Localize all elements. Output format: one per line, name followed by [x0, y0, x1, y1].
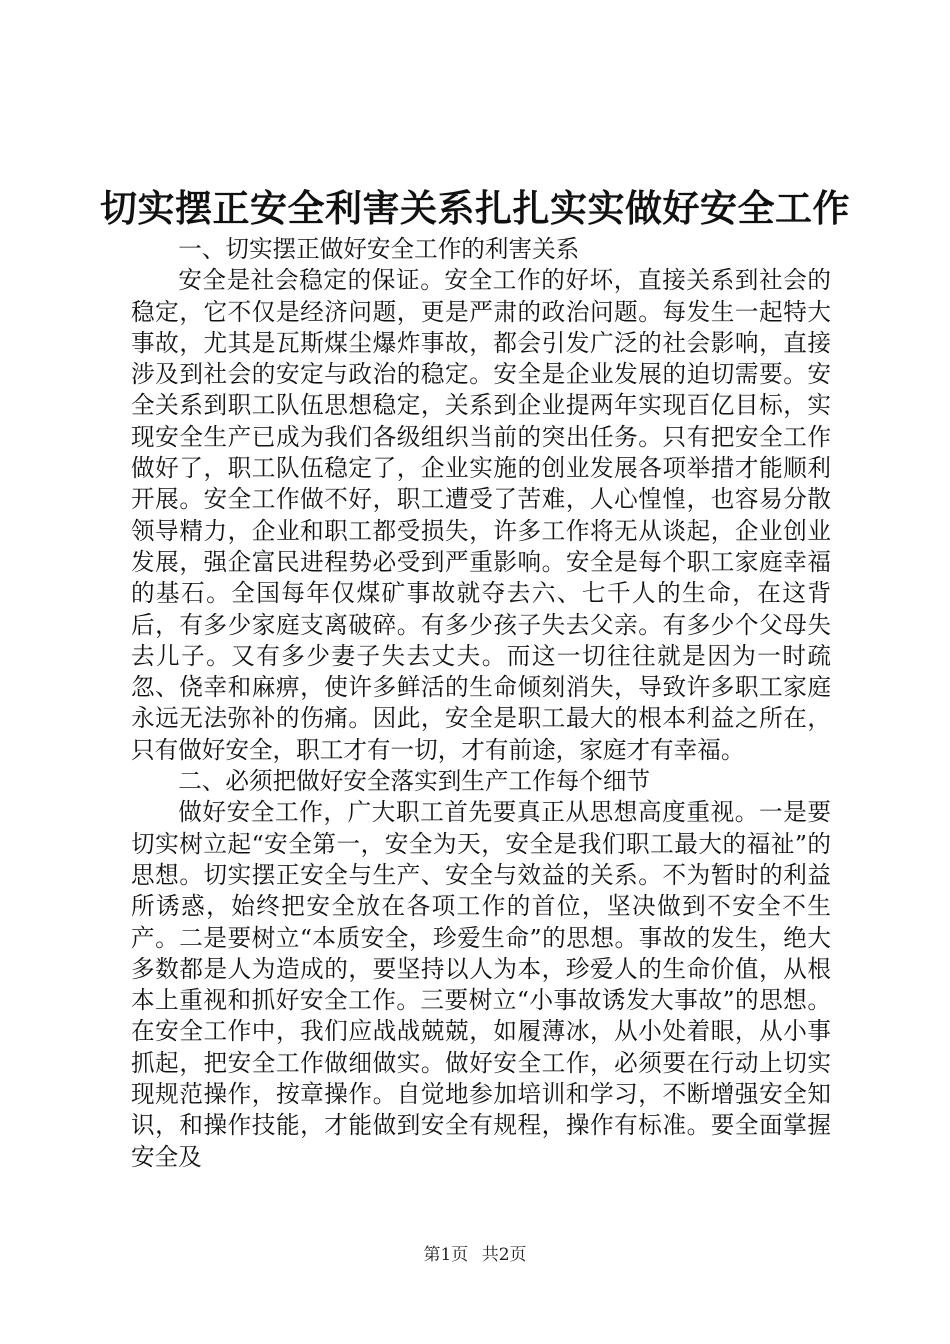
page-number-current: 第1页 [423, 1245, 469, 1265]
section-paragraph-2: 做好安全工作，广大职工首先要真正从思想高度重视。一是要切实树立起“安全第一，安全为天，安全是我们职工最大的福祉”的思想。切实摆正安全与生产、安全与效益的关系。不为暂时的利益所诱惑，始终把安全放在各项工作的首位，坚决做到不安全不生产。二是要树立“本质安全，珍爱生命”的思想。事故的发生，绝大多数都是人为造成的，要坚持以人为本，珍爱人的生命价值，从根本上重视和抓好安全工作。三要树立“小事故诱发大事故”的思想。在安全工作中，我们应战战兢兢，如履薄冰，从小处着眼，从小事抓起，把安全工作做细做实。做好安全工作，必须要在行动上切实现规范操作，按章操作。自觉地参加培训和学习，不断增强安全知识，和操作技能，才能做到安全有规程，操作有标准。要全面掌握安全及 [131, 798, 831, 1171]
section-heading-2: 二、必须把做好安全落实到生产工作每个细节 [178, 767, 651, 796]
section-paragraph-1: 安全是社会稳定的保证。安全工作的好坏，直接关系到社会的稳定，它不仅是经济问题，更是严肃的政治问题。每发生一起特大事故，尤其是瓦斯煤尘爆炸事故，都会引发广泛的社会影响，直接涉及到社会的安定与政治的稳定。安全是企业发展的迫切需要。安全关系到职工队伍思想稳定，关系到企业提两年实现百亿目标，实现安全生产已成为我们各级组织当前的突出任务。只有把安全工作做好了，职工队伍稳定了，企业实施的创业发展各项举措才能顺利开展。安全工作做不好，职工遭受了苦难，人心惶惶，也容易分散领导精力，企业和职工都受损失，许多工作将无从谈起，企业创业发展，强企富民进程势必受到严重影响。安全是每个职工家庭幸福的基石。全国每年仅煤矿事故就夺去六、七千人的生命，在这背后，有多少家庭支离破碎。有多少孩子失去父亲。有多少个父母失去儿子。又有多少妻子失去丈夫。而这一切往往就是因为一时疏忽、侥幸和麻痹，使许多鲜活的生命倾刻消失，导致许多职工家庭永远无法弥补的伤痛。因此，安全是职工最大的根本利益之所在，只有做好安全，职工才有一切，才有前途，家庭才有幸福。 [131, 266, 831, 764]
document-body [131, 234, 831, 1173]
section-heading-1: 一、切实摆正做好安全工作的利害关系 [178, 235, 580, 263]
document-title: 切实摆正安全利害关系扎扎实实做好安全工作 [100, 187, 850, 230]
page-footer [0, 1244, 950, 1266]
page-number-total: 共2页 [481, 1245, 527, 1265]
